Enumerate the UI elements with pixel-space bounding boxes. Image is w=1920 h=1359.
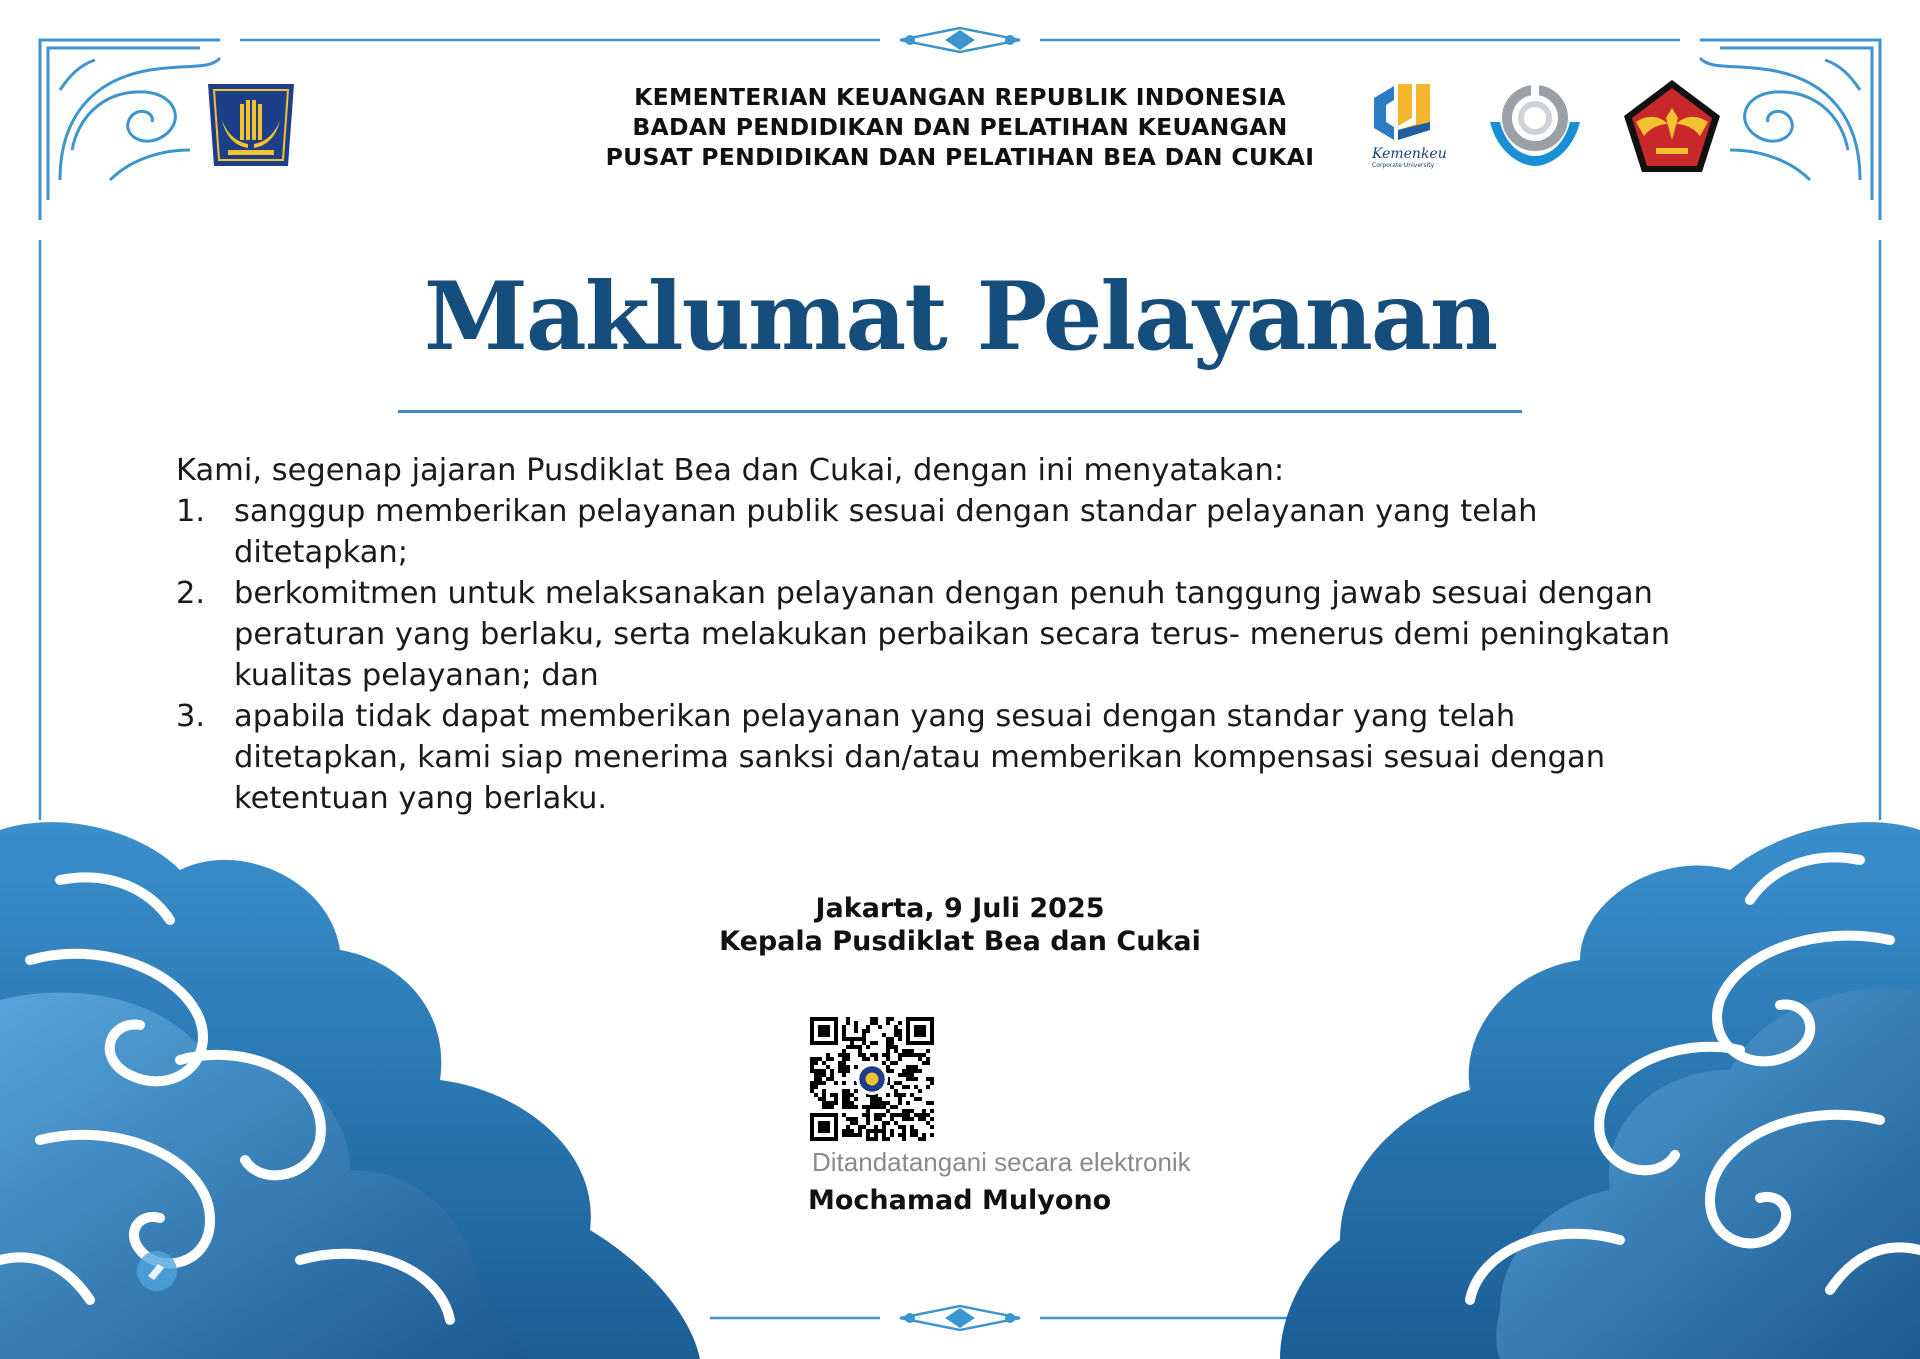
list-item — [176, 491, 1756, 573]
accessibility-badge-icon[interactable] — [136, 1250, 178, 1292]
list-item-text: sanggup memberikan pelayanan publik sesuai dengan standar pelayanan yang telah ditetapkan; — [234, 494, 1538, 570]
cloud-right — [1280, 822, 1920, 1359]
signature-heading — [600, 892, 1320, 958]
list-item-text: berkomitmen untuk melaksanakan pelayanan dengan penuh tanggung jawab sesuai dengan peraturan yang berlaku, serta melakukan perbaikan secara terus- menerus demi peningkatan kualitas pelayanan; dan — [234, 576, 1671, 693]
signer-position: Kepala Pusdiklat Bea dan Cukai — [719, 926, 1201, 957]
bea-cukai-emblem-icon — [1622, 78, 1722, 174]
kemenkeu-corporate-university-logo — [1368, 78, 1448, 144]
list-item — [176, 696, 1756, 819]
corner-ornament-top-left — [40, 40, 220, 220]
signer-name: Mochamad Mulyono — [808, 1185, 1112, 1216]
esign-note: Ditandatangani secara elektronik — [812, 1147, 1191, 1177]
title-underline — [398, 410, 1522, 413]
qr-code[interactable] — [810, 1017, 934, 1141]
header-line-center: PUSAT PENDIDIKAN DAN PELATIHAN BEA DAN CUKAI — [605, 143, 1315, 171]
list-item-text: apabila tidak dapat memberikan pelayanan yang sesuai dengan standar yang telah ditetapkan, kami siap menerima sanksi dan/atau memberikan kompensasi sesuai dengan ketentuan yang berlaku. — [234, 699, 1606, 816]
wco-logo-icon — [1482, 78, 1588, 170]
header-line-ministry: KEMENTERIAN KEUANGAN REPUBLIK INDONESIA — [634, 83, 1286, 111]
list-item-number: 2. — [176, 576, 206, 611]
cloud-left — [0, 822, 700, 1359]
list-item-number: 1. — [176, 494, 206, 529]
kemenkeu-subcaption: Corporate University — [1372, 162, 1435, 169]
list-item — [176, 573, 1756, 696]
list-item-number: 3. — [176, 699, 206, 734]
bottom-ornament — [900, 1306, 1020, 1330]
page-title: Maklumat Pelayanan — [423, 262, 1497, 372]
institution-header — [540, 82, 1380, 172]
header-line-agency: BADAN PENDIDIKAN DAN PELATIHAN KEUANGAN — [632, 113, 1288, 141]
top-ornament — [900, 28, 1020, 52]
place-date: Jakarta, 9 Juli 2025 — [815, 893, 1105, 924]
declaration-intro: Kami, segenap jajaran Pusdiklat Bea dan Cukai, dengan ini menyatakan: — [176, 453, 1285, 488]
declaration-body — [176, 450, 1756, 819]
corner-ornament-top-right — [1700, 40, 1880, 220]
kemenkeu-caption: Kemenkeu — [1372, 146, 1447, 162]
kemenkeu-emblem-icon — [198, 80, 304, 172]
